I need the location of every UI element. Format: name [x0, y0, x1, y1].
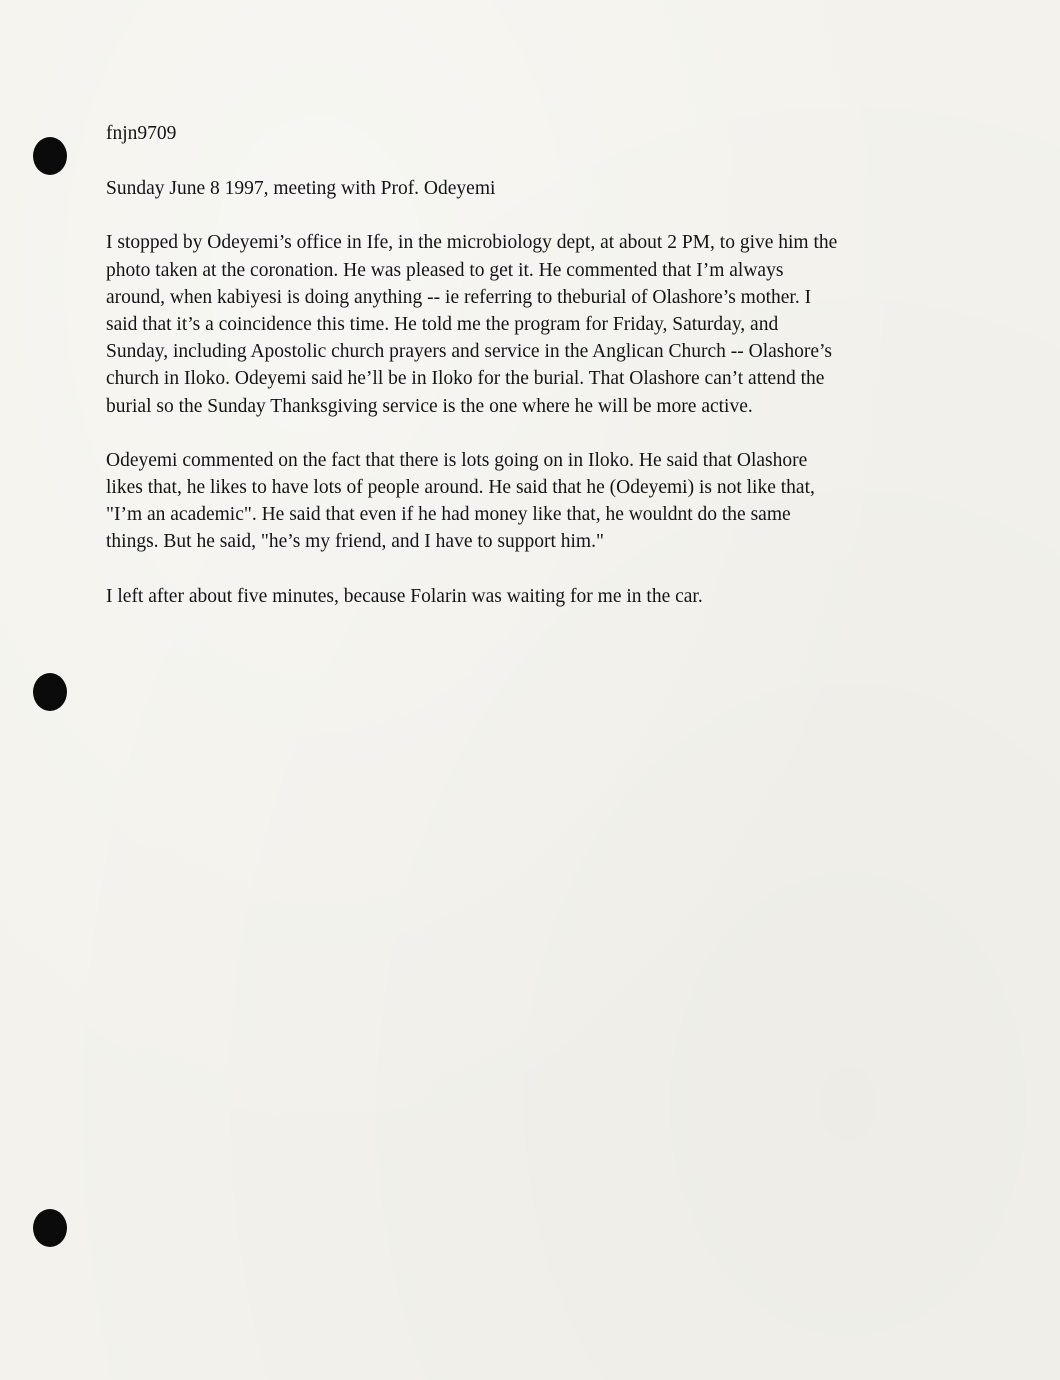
paragraph-2	[106, 447, 936, 556]
paragraph-1	[106, 229, 936, 419]
binder-hole	[33, 673, 67, 711]
text-line: Odeyemi commented on the fact that there is lots going on in Iloko. He said that Olashore	[106, 449, 808, 471]
document-body	[106, 120, 936, 637]
text-line: Sunday, including Apostolic church prayers and service in the Anglican Church -- Olashore’s	[106, 341, 833, 363]
text-line: likes that, he likes to have lots of people around. He said that he (Odeyemi) is not like that,	[106, 477, 815, 499]
text-line: I left after about five minutes, because Folarin was waiting for me in the car.	[106, 585, 703, 607]
text-line: I stopped by Odeyemi’s office in Ife, in the microbiology dept, at about 2 PM, to give him the	[106, 232, 838, 254]
text-line: church in Iloko. Odeyemi said he’ll be in Iloko for the burial. That Olashore can’t attend the	[106, 368, 825, 390]
document-heading: Sunday June 8 1997, meeting with Prof. Odeyemi	[106, 178, 496, 200]
binder-hole	[33, 1209, 67, 1247]
text-line: burial so the Sunday Thanksgiving service is the one where he will be more active.	[106, 395, 753, 417]
text-line: around, when kabiyesi is doing anything -- ie referring to theburial of Olashore’s mother. I	[106, 286, 812, 308]
text-line: said that it’s a coincidence this time. He told me the program for Friday, Saturday, and	[106, 314, 779, 336]
document-id: fnjn9709	[106, 123, 177, 144]
text-line: photo taken at the coronation. He was pleased to get it. He commented that I’m always	[106, 259, 784, 281]
paragraph-3	[106, 583, 936, 610]
text-line: things. But he said, "he’s my friend, and I have to support him."	[106, 531, 604, 553]
text-line: "I’m an academic". He said that even if he had money like that, he wouldnt do the same	[106, 504, 791, 526]
binder-hole	[33, 137, 67, 175]
